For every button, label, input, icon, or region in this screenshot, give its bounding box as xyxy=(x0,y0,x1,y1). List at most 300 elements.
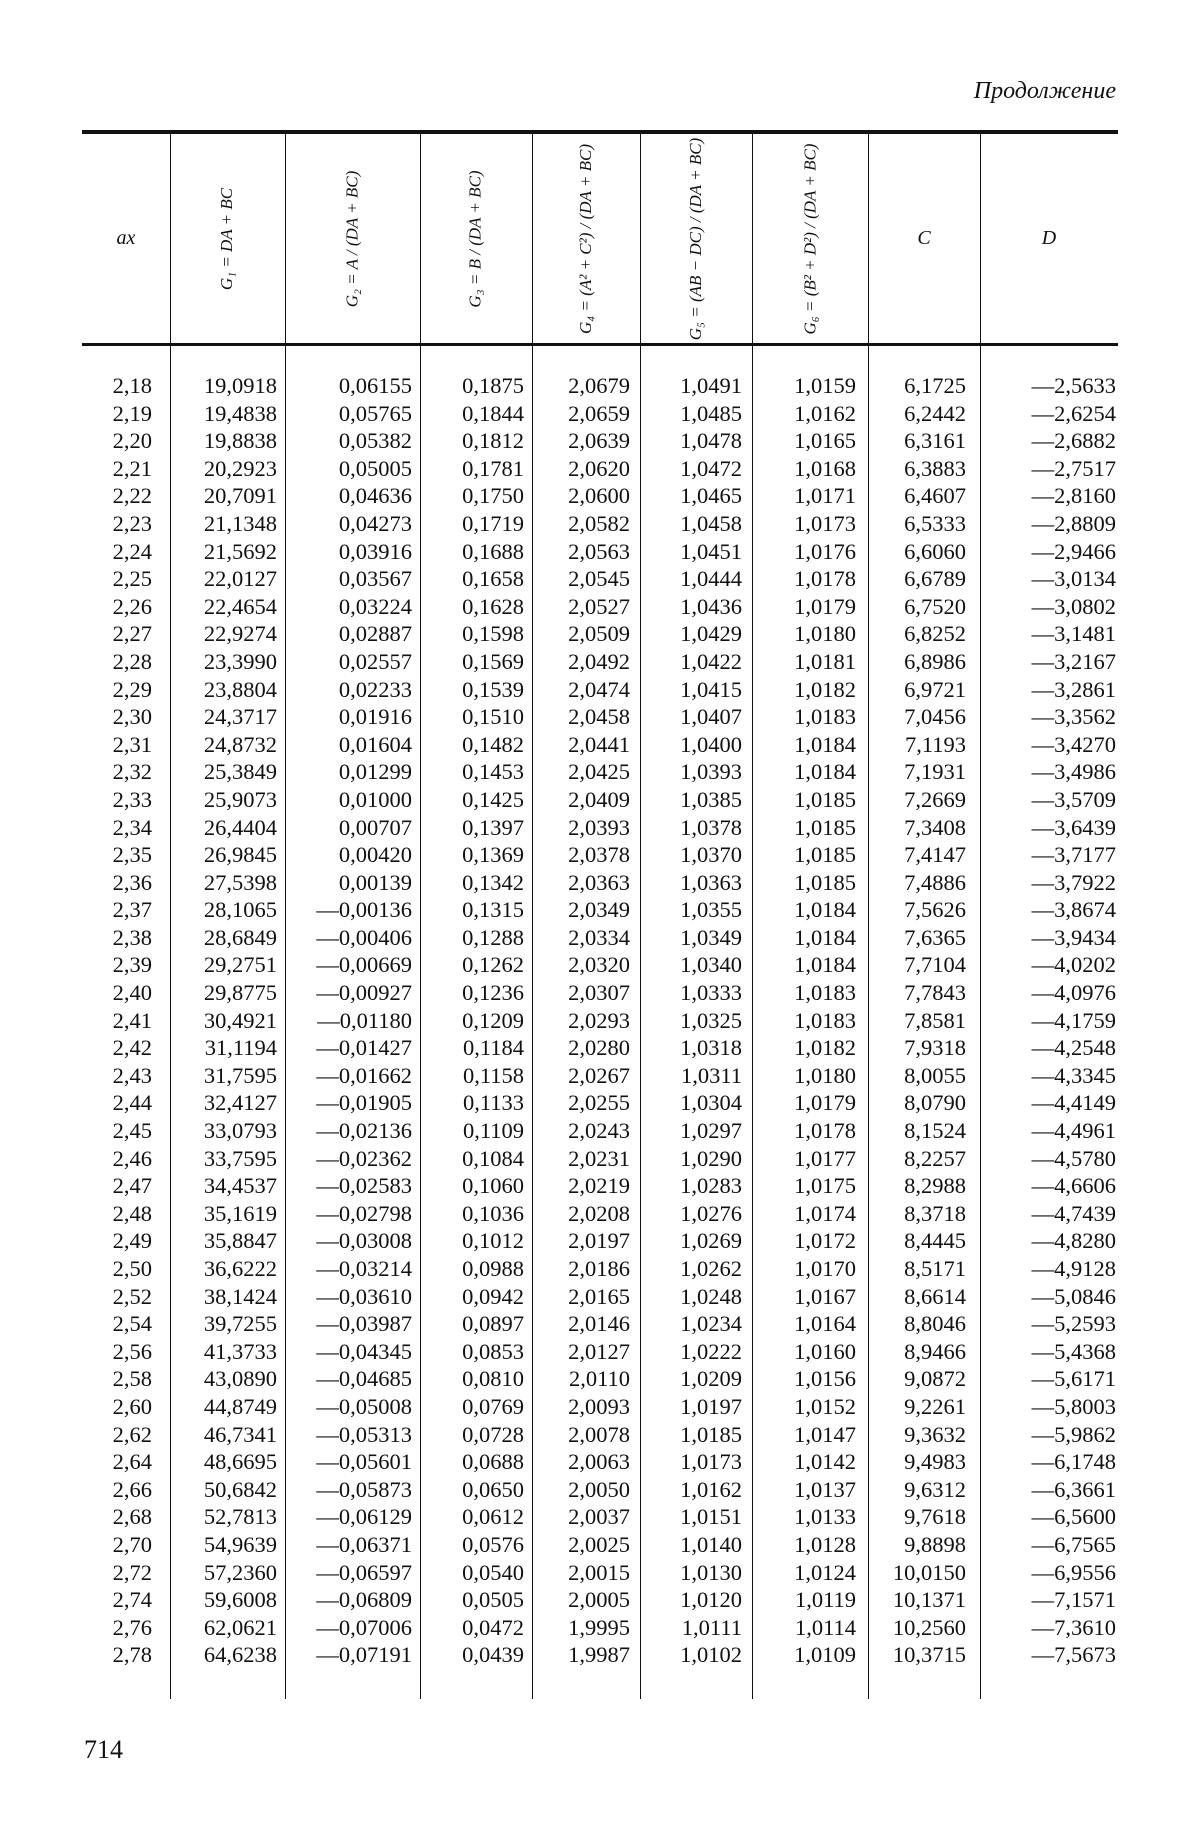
cell-c: 8,5171 xyxy=(904,1256,966,1281)
cell-d: —2,7517 xyxy=(1031,455,1116,481)
table-row xyxy=(0,1614,1200,1642)
cell-g2: —0,07191 xyxy=(316,1642,412,1668)
cell-g2: —0,02136 xyxy=(316,1118,412,1144)
cell-g5: 1,0162 xyxy=(680,1476,742,1502)
cell-ax: 2,36 xyxy=(112,869,152,895)
cell-g2: —0,07006 xyxy=(316,1614,412,1640)
cell-d: —3,5709 xyxy=(1031,786,1116,812)
cell-g4: 2,0320 xyxy=(568,952,630,978)
cell-c: 6,6789 xyxy=(904,566,966,592)
cell-ax: 2,60 xyxy=(112,1393,152,1419)
cell-g2: —0,05601 xyxy=(316,1449,412,1475)
table-row xyxy=(0,1200,1200,1228)
cell-g6: 1,0180 xyxy=(794,1062,856,1088)
cell-g1: 33,0793 xyxy=(203,1118,277,1144)
cell-g1: 46,7341 xyxy=(203,1421,277,1447)
cell-ax: 2,38 xyxy=(112,924,152,950)
cell-d: —6,5600 xyxy=(1031,1504,1116,1530)
cell-ax: 2,66 xyxy=(112,1476,152,1502)
cell-d: —6,3661 xyxy=(1031,1476,1116,1502)
cell-g6: 1,0179 xyxy=(794,593,856,619)
cell-c: 10,1371 xyxy=(892,1587,966,1613)
cell-c: 7,4886 xyxy=(904,869,966,895)
cell-g6: 1,0171 xyxy=(794,483,856,509)
cell-g4: 1,9987 xyxy=(568,1642,630,1668)
cell-ax: 2,28 xyxy=(112,648,152,674)
cell-g2: 0,02887 xyxy=(338,621,412,647)
cell-d: —7,3610 xyxy=(1031,1614,1116,1640)
cell-g2: —0,06809 xyxy=(316,1587,412,1613)
cell-g1: 25,9073 xyxy=(203,786,277,812)
cell-c: 9,7618 xyxy=(904,1504,966,1530)
cell-g4: 2,0334 xyxy=(568,924,630,950)
table-row xyxy=(0,1172,1200,1200)
cell-ax: 2,18 xyxy=(112,373,152,398)
cell-g3: 0,1158 xyxy=(462,1062,524,1088)
cell-ax: 2,49 xyxy=(112,1228,152,1254)
cell-g5: 1,0140 xyxy=(680,1531,742,1557)
column-header-label: G₁ = DA + BC xyxy=(217,187,237,290)
cell-d: —5,8003 xyxy=(1031,1393,1116,1419)
cell-d: —4,5780 xyxy=(1031,1145,1116,1171)
cell-d: —2,6882 xyxy=(1031,428,1116,454)
cell-g2: 0,01916 xyxy=(338,704,412,730)
cell-g6: 1,0133 xyxy=(794,1504,856,1530)
cell-g4: 2,0545 xyxy=(568,566,630,592)
cell-g4: 2,0458 xyxy=(568,704,630,730)
cell-g5: 1,0304 xyxy=(680,1090,742,1116)
cell-g1: 28,1065 xyxy=(203,897,277,923)
cell-g3: 0,1236 xyxy=(462,980,524,1006)
cell-g5: 1,0333 xyxy=(680,980,742,1006)
cell-g6: 1,0176 xyxy=(794,538,856,564)
cell-g2: —0,03610 xyxy=(316,1283,412,1309)
cell-d: —4,2548 xyxy=(1031,1035,1116,1061)
cell-g3: 0,1482 xyxy=(462,731,524,757)
cell-g4: 2,0509 xyxy=(568,621,630,647)
cell-g4: 2,0267 xyxy=(568,1062,630,1088)
cell-g6: 1,0184 xyxy=(794,897,856,923)
table-row xyxy=(0,758,1200,786)
cell-g1: 34,4537 xyxy=(203,1173,277,1199)
cell-g2: —0,00136 xyxy=(316,897,412,923)
cell-ax: 2,41 xyxy=(112,1007,152,1033)
cell-ax: 2,52 xyxy=(112,1283,152,1309)
cell-d: —3,8674 xyxy=(1031,897,1116,923)
cell-g5: 1,0478 xyxy=(680,428,742,454)
cell-g5: 1,0393 xyxy=(680,759,742,785)
cell-g4: 2,0127 xyxy=(568,1338,630,1364)
table-row xyxy=(0,1117,1200,1145)
cell-d: —3,2861 xyxy=(1031,676,1116,702)
cell-g2: —0,02362 xyxy=(316,1145,412,1171)
cell-ax: 2,37 xyxy=(112,897,152,923)
column-header-label: G₅ = (AB − DC) / (DA + BC) xyxy=(686,137,705,340)
cell-g1: 28,6849 xyxy=(203,924,277,950)
cell-g4: 2,0219 xyxy=(568,1173,630,1199)
cell-g6: 1,0177 xyxy=(794,1145,856,1171)
cell-g1: 38,1424 xyxy=(203,1283,277,1309)
cell-ax: 2,31 xyxy=(112,731,152,757)
cell-g3: 0,0942 xyxy=(462,1283,524,1309)
cell-ax: 2,64 xyxy=(112,1449,152,1475)
cell-ax: 2,21 xyxy=(112,455,152,481)
cell-g2: 0,00420 xyxy=(338,842,412,868)
cell-c: 6,6060 xyxy=(904,538,966,564)
cell-c: 9,4983 xyxy=(904,1449,966,1475)
cell-g5: 1,0325 xyxy=(680,1007,742,1033)
column-header-g1 xyxy=(170,134,285,343)
column-header-label: G₆ = (B² + D²) / (DA + BC) xyxy=(800,143,819,334)
table-row xyxy=(0,1503,1200,1531)
cell-g2: 0,03916 xyxy=(338,538,412,564)
cell-g5: 1,0370 xyxy=(680,842,742,868)
cell-d: —5,2593 xyxy=(1031,1311,1116,1337)
cell-g6: 1,0172 xyxy=(794,1228,856,1254)
cell-ax: 2,33 xyxy=(112,786,152,812)
table-row xyxy=(0,1393,1200,1421)
cell-g3: 0,1315 xyxy=(462,897,524,923)
cell-g2: —0,06597 xyxy=(316,1559,412,1585)
cell-g6: 1,0185 xyxy=(794,786,856,812)
cell-g2: —0,01905 xyxy=(316,1090,412,1116)
cell-g5: 1,0318 xyxy=(680,1035,742,1061)
cell-g1: 23,3990 xyxy=(203,648,277,674)
cell-ax: 2,78 xyxy=(112,1642,152,1668)
cell-g1: 24,3717 xyxy=(203,704,277,730)
cell-c: 7,8581 xyxy=(904,1007,966,1033)
cell-c: 6,7520 xyxy=(904,593,966,619)
cell-d: —5,9862 xyxy=(1031,1421,1116,1447)
cell-g6: 1,0178 xyxy=(794,566,856,592)
cell-d: —2,5633 xyxy=(1031,373,1116,398)
cell-ax: 2,40 xyxy=(112,980,152,1006)
cell-g3: 0,1397 xyxy=(462,814,524,840)
cell-g5: 1,0209 xyxy=(680,1366,742,1392)
cell-g1: 22,4654 xyxy=(203,593,277,619)
cell-g1: 19,0918 xyxy=(203,373,277,398)
table-row xyxy=(0,372,1200,400)
table-row xyxy=(0,1283,1200,1311)
column-header-label: G₄ = (A² + C²) / (DA + BC) xyxy=(576,143,595,334)
column-header-label: C xyxy=(917,227,931,249)
cell-g1: 31,1194 xyxy=(204,1035,277,1061)
cell-g6: 1,0137 xyxy=(794,1476,856,1502)
cell-g4: 2,0280 xyxy=(568,1035,630,1061)
cell-g2: —0,03987 xyxy=(316,1311,412,1337)
cell-g2: —0,02583 xyxy=(316,1173,412,1199)
cell-g6: 1,0185 xyxy=(794,814,856,840)
cell-c: 8,0790 xyxy=(904,1090,966,1116)
cell-c: 9,3632 xyxy=(904,1421,966,1447)
table-row xyxy=(0,1145,1200,1173)
table-row xyxy=(0,620,1200,648)
cell-g5: 1,0355 xyxy=(680,897,742,923)
cell-g3: 0,1781 xyxy=(462,455,524,481)
cell-g4: 2,0441 xyxy=(568,731,630,757)
cell-c: 9,6312 xyxy=(904,1476,966,1502)
table-row xyxy=(0,786,1200,814)
cell-g1: 21,1348 xyxy=(203,510,277,536)
cell-g3: 0,0576 xyxy=(462,1531,524,1557)
cell-g3: 0,0769 xyxy=(462,1393,524,1419)
cell-g4: 2,0186 xyxy=(568,1256,630,1281)
cell-g2: 0,04273 xyxy=(338,510,412,536)
cell-g5: 1,0429 xyxy=(680,621,742,647)
cell-g4: 2,0063 xyxy=(568,1449,630,1475)
cell-g6: 1,0185 xyxy=(794,842,856,868)
cell-d: —4,0202 xyxy=(1031,952,1116,978)
cell-g6: 1,0178 xyxy=(794,1118,856,1144)
cell-d: —3,7922 xyxy=(1031,869,1116,895)
cell-g3: 0,1036 xyxy=(462,1200,524,1226)
cell-g2: —0,00406 xyxy=(316,924,412,950)
cell-g3: 0,1750 xyxy=(462,483,524,509)
cell-g5: 1,0269 xyxy=(680,1228,742,1254)
cell-g4: 2,0050 xyxy=(568,1476,630,1502)
cell-g5: 1,0290 xyxy=(680,1145,742,1171)
cell-g1: 57,2360 xyxy=(203,1559,277,1585)
cell-g1: 23,8804 xyxy=(203,676,277,702)
table-row xyxy=(0,538,1200,566)
cell-g2: 0,05765 xyxy=(338,400,412,426)
cell-g2: —0,03008 xyxy=(316,1228,412,1254)
cell-g1: 19,4838 xyxy=(203,400,277,426)
cell-g2: 0,05382 xyxy=(338,428,412,454)
cell-g1: 62,0621 xyxy=(203,1614,277,1640)
cell-g4: 2,0231 xyxy=(568,1145,630,1171)
cell-c: 10,0150 xyxy=(892,1559,966,1585)
cell-g1: 32,4127 xyxy=(203,1090,277,1116)
cell-ax: 2,29 xyxy=(112,676,152,702)
cell-g2: —0,04685 xyxy=(316,1366,412,1392)
cell-d: —4,4149 xyxy=(1031,1090,1116,1116)
cell-g6: 1,0109 xyxy=(794,1642,856,1668)
cell-d: —5,6171 xyxy=(1031,1366,1116,1392)
cell-g3: 0,1844 xyxy=(462,400,524,426)
cell-g1: 48,6695 xyxy=(203,1449,277,1475)
cell-d: —4,9128 xyxy=(1031,1256,1116,1281)
cell-g5: 1,0422 xyxy=(680,648,742,674)
cell-g3: 0,1425 xyxy=(462,786,524,812)
cell-g6: 1,0119 xyxy=(794,1587,856,1613)
table-row xyxy=(0,896,1200,924)
cell-d: —3,0134 xyxy=(1031,566,1116,592)
cell-d: —3,0802 xyxy=(1031,593,1116,619)
cell-g6: 1,0147 xyxy=(794,1421,856,1447)
cell-g6: 1,0124 xyxy=(794,1559,856,1585)
cell-g1: 20,2923 xyxy=(203,455,277,481)
cell-g3: 0,1184 xyxy=(462,1035,524,1061)
cell-ax: 2,27 xyxy=(112,621,152,647)
cell-g6: 1,0183 xyxy=(794,704,856,730)
table-row xyxy=(0,814,1200,842)
cell-g1: 33,7595 xyxy=(203,1145,277,1171)
cell-g3: 0,1060 xyxy=(462,1173,524,1199)
cell-g2: 0,02233 xyxy=(338,676,412,702)
cell-g4: 2,0015 xyxy=(568,1559,630,1585)
table-row xyxy=(0,1062,1200,1090)
cell-g3: 0,1012 xyxy=(462,1228,524,1254)
cell-g5: 1,0151 xyxy=(680,1504,742,1530)
cell-g1: 39,7255 xyxy=(203,1311,277,1337)
cell-c: 8,8046 xyxy=(904,1311,966,1337)
cell-g6: 1,0185 xyxy=(794,869,856,895)
cell-g3: 0,1658 xyxy=(462,566,524,592)
cell-ax: 2,34 xyxy=(112,814,152,840)
cell-g2: —0,03214 xyxy=(316,1256,412,1281)
cell-c: 7,7104 xyxy=(904,952,966,978)
table-row xyxy=(0,427,1200,455)
cell-g5: 1,0283 xyxy=(680,1173,742,1199)
cell-ax: 2,25 xyxy=(112,566,152,592)
cell-d: —3,7177 xyxy=(1031,842,1116,868)
cell-ax: 2,70 xyxy=(112,1531,152,1557)
cell-c: 9,2261 xyxy=(904,1393,966,1419)
table-row xyxy=(0,1365,1200,1393)
cell-g3: 0,0810 xyxy=(462,1366,524,1392)
cell-g5: 1,0297 xyxy=(680,1118,742,1144)
cell-ax: 2,35 xyxy=(112,842,152,868)
cell-g3: 0,1569 xyxy=(462,648,524,674)
cell-c: 7,5626 xyxy=(904,897,966,923)
table-row xyxy=(0,565,1200,593)
table-row xyxy=(0,951,1200,979)
cell-d: —5,0846 xyxy=(1031,1283,1116,1309)
cell-g4: 2,0659 xyxy=(568,400,630,426)
cell-g5: 1,0472 xyxy=(680,455,742,481)
cell-g6: 1,0160 xyxy=(794,1338,856,1364)
cell-g4: 2,0208 xyxy=(568,1200,630,1226)
table-row xyxy=(0,1586,1200,1614)
cell-g3: 0,1812 xyxy=(462,428,524,454)
cell-g1: 59,6008 xyxy=(203,1587,277,1613)
header-rule xyxy=(82,343,1118,346)
cell-g3: 0,0540 xyxy=(462,1559,524,1585)
cell-g4: 2,0639 xyxy=(568,428,630,454)
cell-g6: 1,0182 xyxy=(794,1035,856,1061)
cell-c: 8,3718 xyxy=(904,1200,966,1226)
cell-d: —3,2167 xyxy=(1031,648,1116,674)
cell-g1: 43,0890 xyxy=(203,1366,277,1392)
cell-g4: 2,0679 xyxy=(568,373,630,398)
cell-ax: 2,19 xyxy=(112,400,152,426)
cell-g3: 0,1133 xyxy=(462,1090,524,1116)
column-header-g5 xyxy=(640,134,752,343)
table-row xyxy=(0,593,1200,621)
cell-g5: 1,0451 xyxy=(680,538,742,564)
cell-g4: 2,0037 xyxy=(568,1504,630,1530)
cell-g5: 1,0491 xyxy=(680,373,742,398)
cell-g2: —0,01180 xyxy=(317,1007,412,1033)
cell-g6: 1,0170 xyxy=(794,1256,856,1281)
cell-c: 9,0872 xyxy=(904,1366,966,1392)
cell-g1: 21,5692 xyxy=(203,538,277,564)
cell-d: —3,6439 xyxy=(1031,814,1116,840)
table-row xyxy=(0,482,1200,510)
cell-g4: 2,0409 xyxy=(568,786,630,812)
cell-d: —4,6606 xyxy=(1031,1173,1116,1199)
table-row xyxy=(0,676,1200,704)
table-row xyxy=(0,979,1200,1007)
cell-g4: 2,0349 xyxy=(568,897,630,923)
cell-g2: 0,01000 xyxy=(338,786,412,812)
cell-g2: 0,00139 xyxy=(338,869,412,895)
cell-g3: 0,0650 xyxy=(462,1476,524,1502)
cell-g4: 2,0620 xyxy=(568,455,630,481)
cell-g6: 1,0167 xyxy=(794,1283,856,1309)
cell-g5: 1,0197 xyxy=(680,1393,742,1419)
cell-ax: 2,47 xyxy=(112,1173,152,1199)
table-row xyxy=(0,1338,1200,1366)
cell-g5: 1,0311 xyxy=(680,1062,742,1088)
cell-g2: 0,04636 xyxy=(338,483,412,509)
cell-c: 7,6365 xyxy=(904,924,966,950)
cell-g6: 1,0180 xyxy=(794,621,856,647)
cell-c: 7,1193 xyxy=(904,731,966,757)
cell-g1: 29,2751 xyxy=(203,952,277,978)
table-row xyxy=(0,1421,1200,1449)
cell-g4: 2,0307 xyxy=(568,980,630,1006)
cell-g5: 1,0340 xyxy=(680,952,742,978)
cell-g5: 1,0385 xyxy=(680,786,742,812)
cell-g2: —0,06129 xyxy=(316,1504,412,1530)
cell-g5: 1,0234 xyxy=(680,1311,742,1337)
cell-g1: 29,8775 xyxy=(203,980,277,1006)
cell-g4: 2,0025 xyxy=(568,1531,630,1557)
cell-g1: 26,9845 xyxy=(203,842,277,868)
cell-d: —3,9434 xyxy=(1031,924,1116,950)
cell-g6: 1,0162 xyxy=(794,400,856,426)
cell-g2: —0,00927 xyxy=(316,980,412,1006)
cell-g6: 1,0152 xyxy=(794,1393,856,1419)
cell-d: —6,7565 xyxy=(1031,1531,1116,1557)
cell-g2: 0,05005 xyxy=(338,455,412,481)
cell-d: —6,1748 xyxy=(1031,1449,1116,1475)
cell-g2: —0,02798 xyxy=(316,1200,412,1226)
cell-g3: 0,0853 xyxy=(462,1338,524,1364)
cell-d: —4,3345 xyxy=(1031,1062,1116,1088)
cell-g6: 1,0184 xyxy=(794,759,856,785)
cell-g6: 1,0165 xyxy=(794,428,856,454)
cell-g2: —0,05873 xyxy=(316,1476,412,1502)
table-row xyxy=(0,455,1200,483)
cell-g3: 0,1539 xyxy=(462,676,524,702)
cell-g3: 0,1875 xyxy=(462,373,524,398)
cell-d: —4,7439 xyxy=(1031,1200,1116,1226)
cell-g2: 0,06155 xyxy=(338,373,412,398)
cell-g3: 0,1209 xyxy=(462,1007,524,1033)
cell-g5: 1,0407 xyxy=(680,704,742,730)
cell-g1: 54,9639 xyxy=(203,1531,277,1557)
cell-g4: 2,0293 xyxy=(568,1007,630,1033)
cell-g4: 2,0005 xyxy=(568,1587,630,1613)
cell-g6: 1,0183 xyxy=(794,980,856,1006)
cell-ax: 2,42 xyxy=(112,1035,152,1061)
cell-g2: 0,01604 xyxy=(338,731,412,757)
cell-ax: 2,54 xyxy=(112,1311,152,1337)
cell-g5: 1,0363 xyxy=(680,869,742,895)
cell-c: 6,5333 xyxy=(904,510,966,536)
table-row xyxy=(0,1476,1200,1504)
cell-g5: 1,0485 xyxy=(680,400,742,426)
table-body xyxy=(0,372,1200,1669)
cell-c: 8,2988 xyxy=(904,1173,966,1199)
cell-g2: 0,03224 xyxy=(338,593,412,619)
cell-d: —3,3562 xyxy=(1031,704,1116,730)
cell-ax: 2,72 xyxy=(112,1559,152,1585)
cell-c: 6,3161 xyxy=(904,428,966,454)
